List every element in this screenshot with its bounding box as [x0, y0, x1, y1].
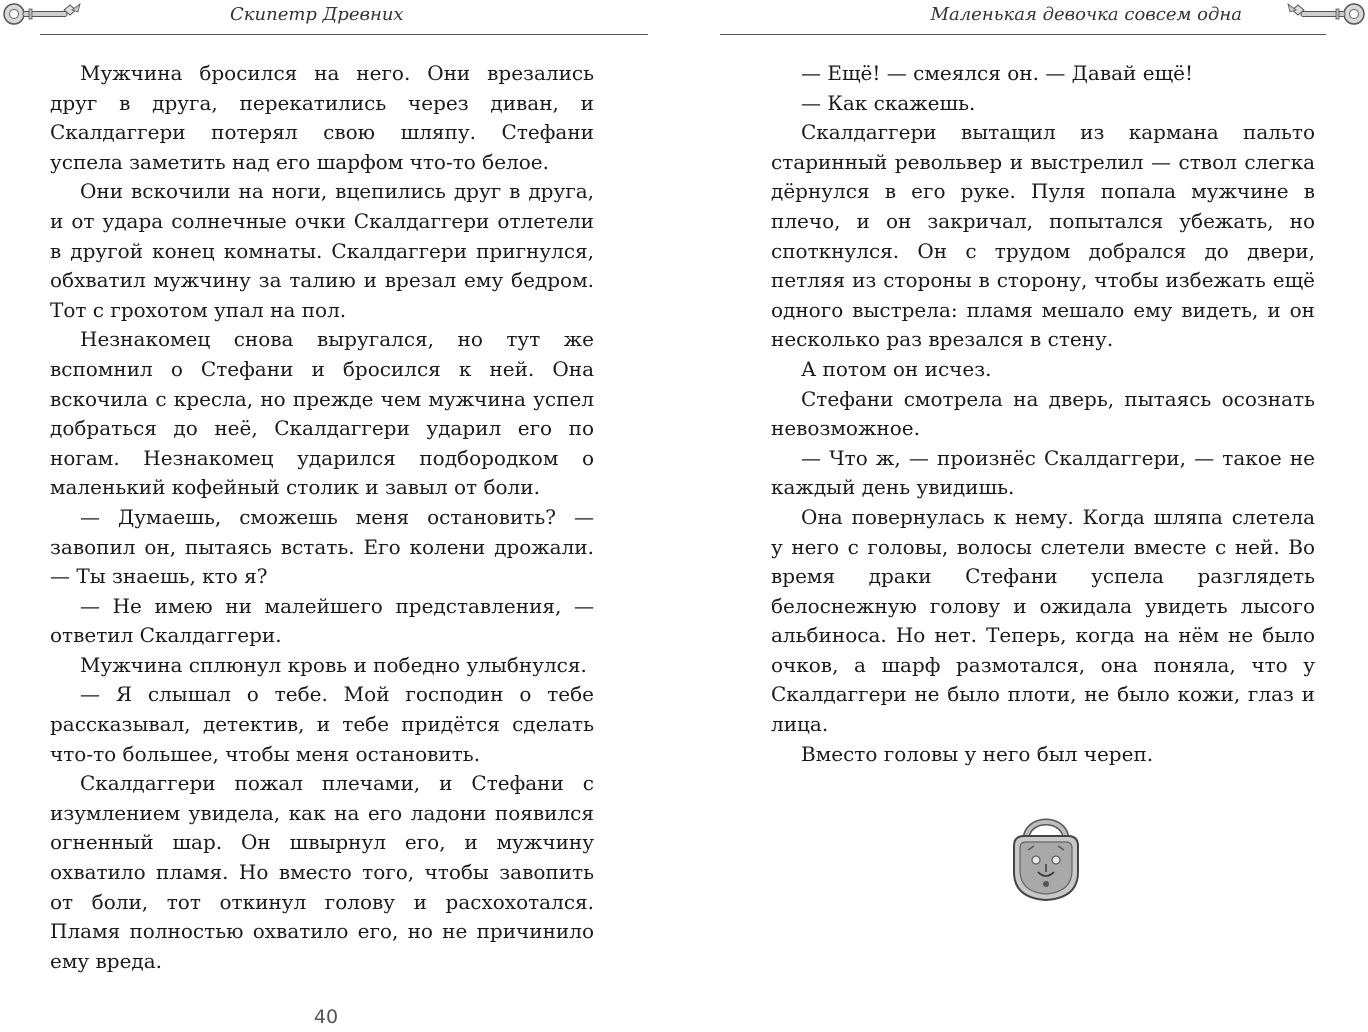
- right-page: [684, 0, 1368, 1032]
- chapter-title: Маленькая девочка совсем одна: [930, 4, 1242, 25]
- left-text-block: [50, 59, 594, 976]
- paragraph: Она повернулась к нему. Когда шляпа слетела у него с головы, волосы слетели вместе с ней. Во время драки Стефани успела разглядеть белоснежную голову и ожидала увидеть лысого альбиноса. Но нет. Теперь, когда на нём не было очков, а шарф размотался, она поняла, что у Скалдаггери не было плоти, не было кожи, глаз и лица.: [771, 504, 1315, 737]
- paragraph: — Ещё! — смеялся он. — Давай ещё!: [801, 61, 1194, 85]
- paragraph: Скалдаггери вытащил из кармана пальто старинный револьвер и выстрелил — ствол слегка дёрнулся в его руке. Пуля попала мужчине в плечо, и он закричал, попытался убежать, но споткнулся. Он с трудом добрался до двери, петляя из стороны в сторону, чтобы избежать ещё одного выстрела: пламя мешало ему видеть, и он несколько раз врезался в стену.: [771, 120, 1315, 352]
- paragraph: Они вскочили на ноги, вцепились друг в друга, и от удара солнечные очки Скалдаггери отлетели в другой конец комнаты. Скалдаггери пригнулся, обхватил мужчину за талию и врезал ему бедром. Тот с грохотом упал на пол.: [50, 179, 594, 322]
- paragraph: Вместо головы у него был череп.: [801, 741, 1154, 766]
- paragraph: — Я слышал о тебе. Мой господин о тебе рассказывал, детектив, и тебе придётся сделать что-то большее, чтобы меня остановить.: [50, 682, 594, 766]
- book-title: Скипетр Древних: [230, 4, 404, 25]
- lock-ornament: [1008, 806, 1084, 902]
- right-text-block: [771, 59, 1315, 769]
- paragraph: — Не имею ни малейшего представления, — ответил Скалдаггери.: [50, 593, 594, 648]
- paragraph: А потом он исчез.: [801, 356, 992, 381]
- paragraph: Незнакомец снова выругался, но тут же вспомнил о Стефани и бросился к ней. Она вскочила с кресла, но прежде чем мужчина успел добраться до неё, Скалдаггери ударил его по ногам. Незнакомец ударился подбородком о маленький кофейный столик и завыл от боли.: [50, 327, 594, 500]
- running-head-right: [720, 0, 1326, 35]
- paragraph: — Как скажешь.: [801, 90, 976, 115]
- paragraph: — Что ж, — произнёс Скалдаггери, — такое не каждый день увидишь.: [771, 445, 1315, 500]
- running-head-left: [40, 0, 648, 35]
- paragraph: Мужчина сплюнул кровь и победно улыбнулся.: [80, 652, 587, 677]
- paragraph: Стефани смотрела на дверь, пытаясь осознать невозможное.: [771, 386, 1315, 441]
- paragraph: Скалдаггери пожал плечами, и Стефани с изумлением увидела, как на его ладони появился огненный шар. Он швырнул его, и мужчину охватило пламя. Но вместо того, чтобы завопить от боли, тот откинул голову и расхохотался. Пламя полностью охватило его, но не причинило ему вреда.: [50, 771, 594, 973]
- page-number: 40: [313, 1006, 339, 1028]
- paragraph: Мужчина бросился на него. Они врезались друг в друга, перекатились через диван, и Скалдаггери потерял свою шляпу. Стефани успела заметить над его шарфом что-то белое.: [50, 61, 594, 174]
- paragraph: — Думаешь, сможешь меня остановить? — завопил он, пытаясь встать. Его колени дрожали. — Ты знаешь, кто я?: [50, 504, 594, 589]
